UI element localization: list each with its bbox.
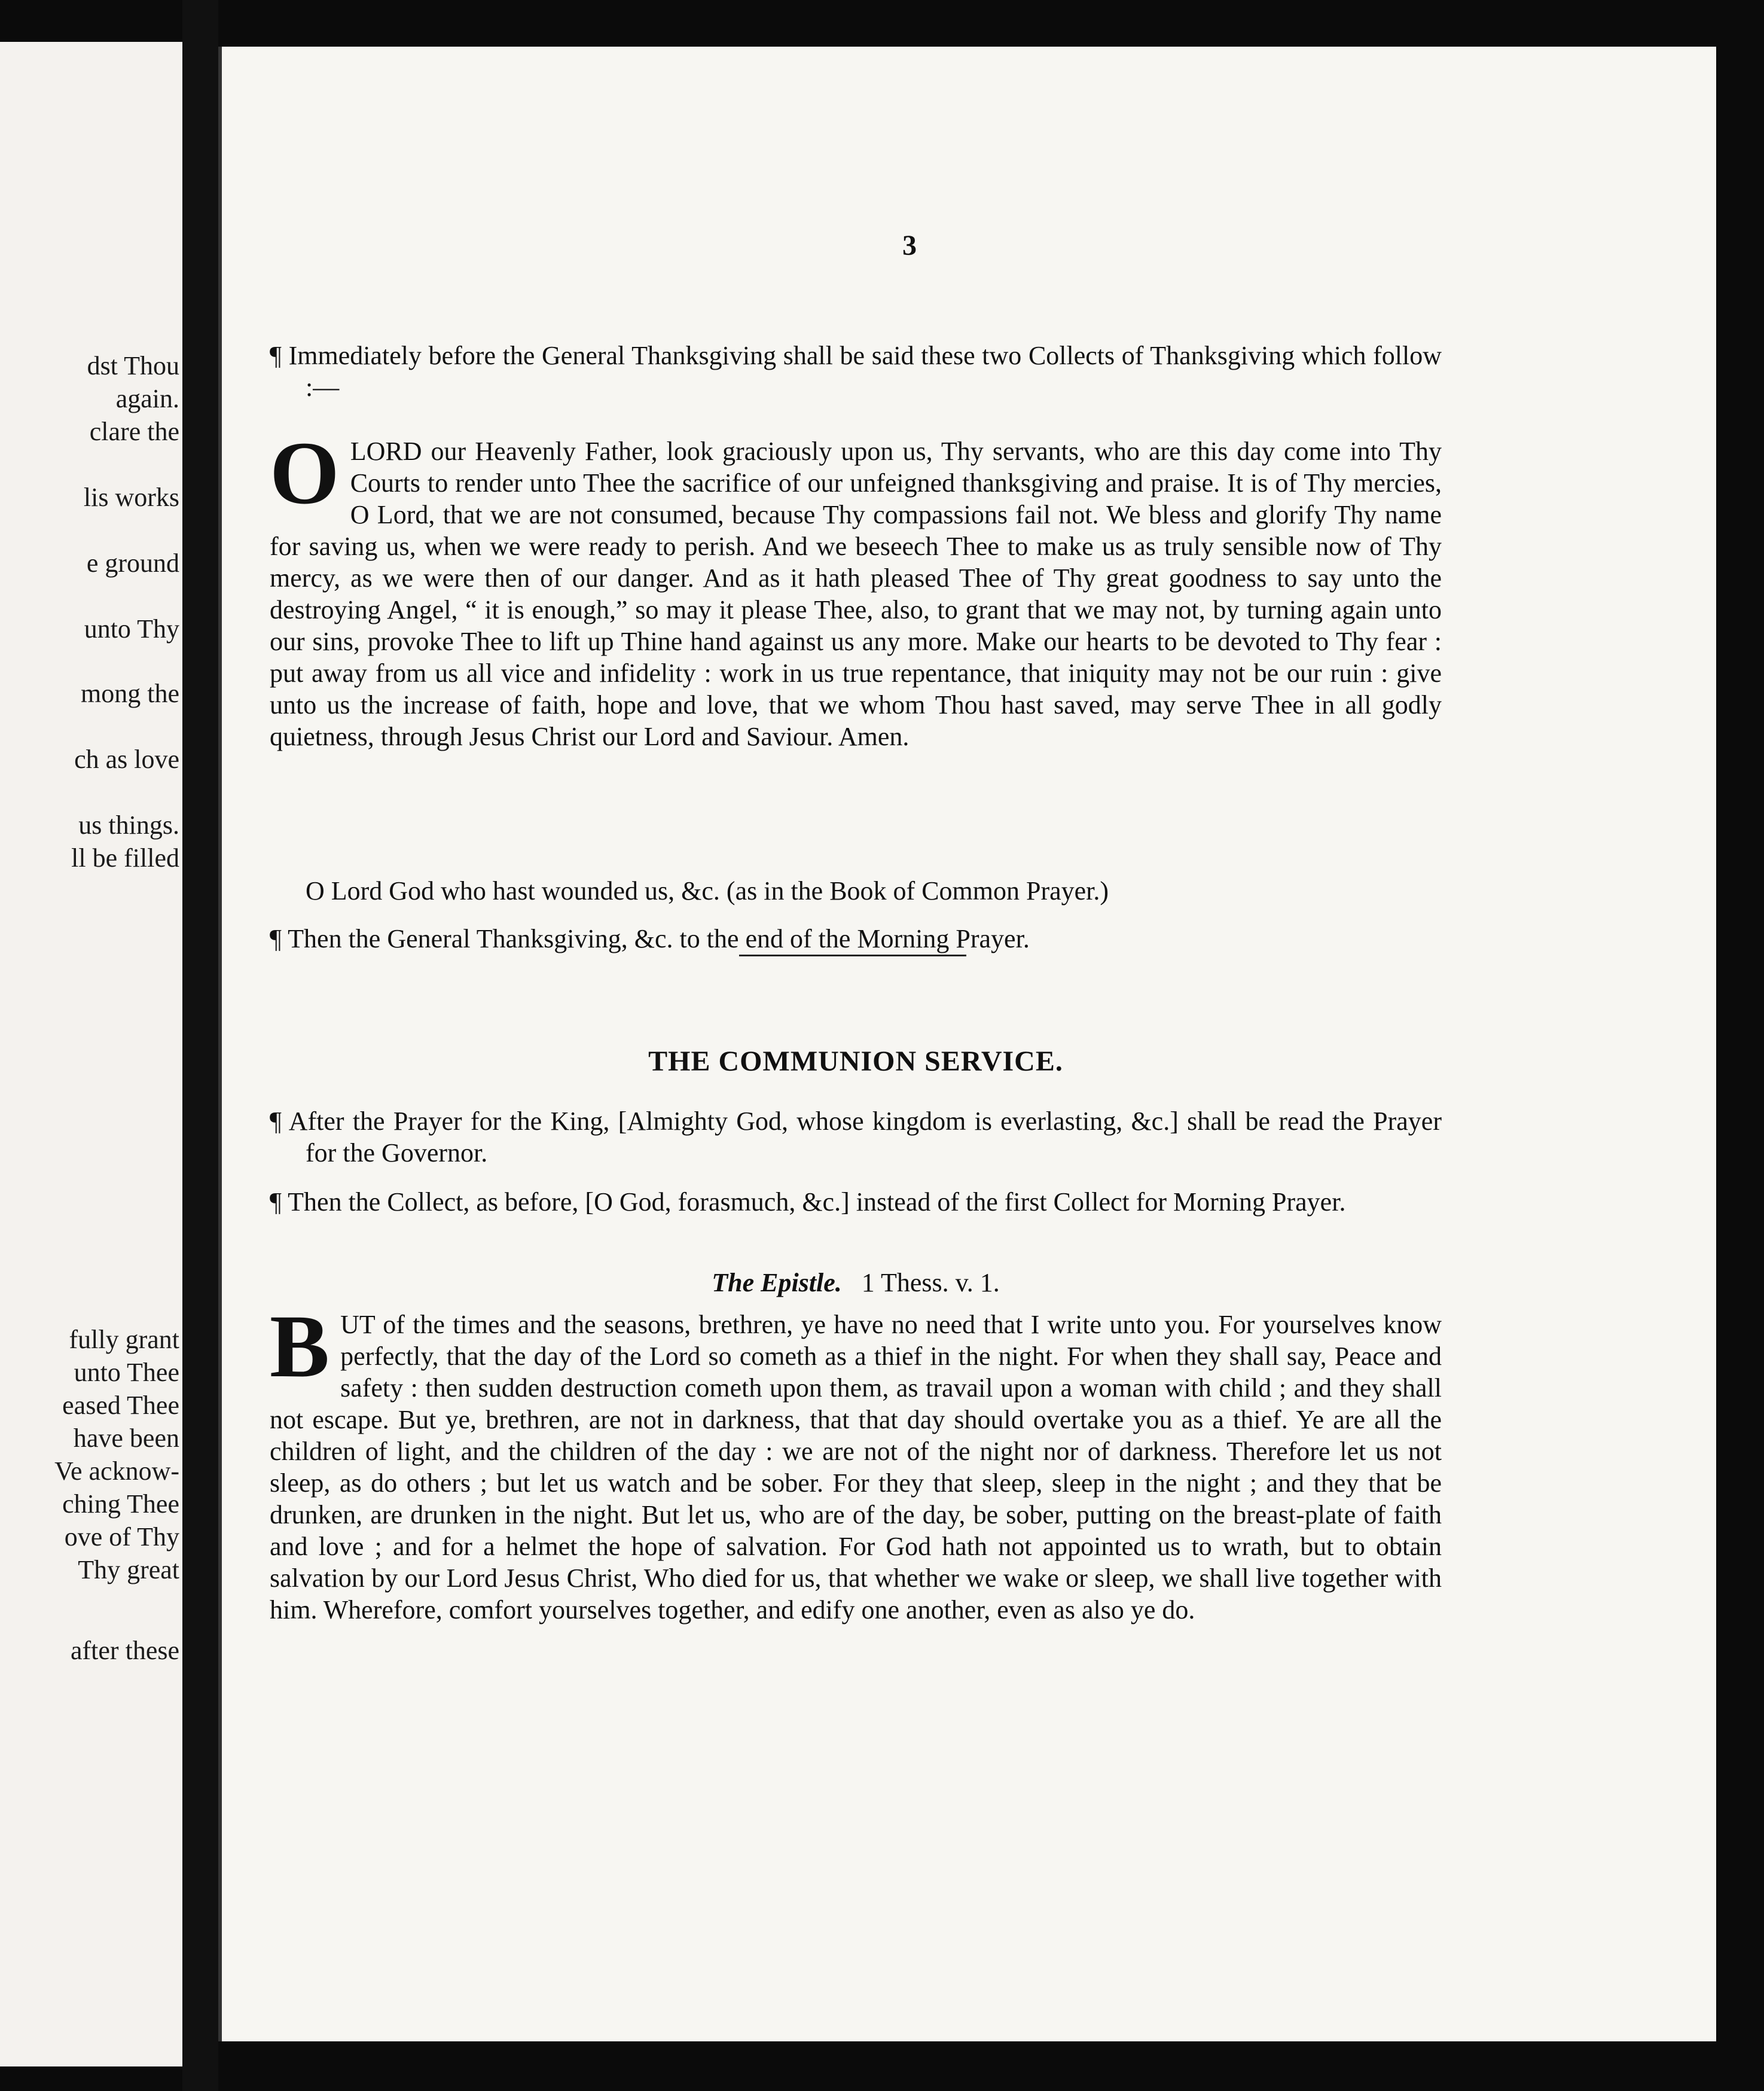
section-heading: THE COMMUNION SERVICE. xyxy=(648,1046,1063,1077)
left-fragment: again. xyxy=(115,384,179,413)
page xyxy=(218,47,1716,2041)
left-fragment: lis works xyxy=(83,483,179,512)
left-fragment: fully grant xyxy=(69,1325,179,1354)
rubric-prayer-for-governor xyxy=(270,1105,1442,1169)
pilcrow-mark: ¶ xyxy=(270,1187,282,1217)
left-fragment: ove of Thy xyxy=(64,1522,179,1552)
left-fragment: ch as love xyxy=(74,745,179,774)
section-divider xyxy=(739,955,966,956)
rubric-text: Immediately before the General Thanksgiving shall be said these two Collects of Thanksgiving which follow :— xyxy=(288,341,1442,402)
left-fragment: Thy great xyxy=(78,1555,179,1584)
rubric-text: After the Prayer for the King, [Almighty God, whose kingdom is everlasting, &c.] shall be read the Prayer for the Governor. xyxy=(288,1107,1442,1168)
epistle-heading xyxy=(270,1267,1442,1299)
rubric-before-thanksgiving xyxy=(270,340,1442,403)
rubric-collect xyxy=(270,1186,1442,1218)
left-fragment: ll be filled xyxy=(71,843,179,873)
pilcrow-mark: ¶ xyxy=(270,1107,282,1136)
left-fragment: unto Thy xyxy=(84,614,179,644)
left-fragment: ching Thee xyxy=(62,1489,179,1519)
epistle-label: The Epistle. xyxy=(712,1268,842,1297)
left-fragment: eased Thee xyxy=(62,1391,179,1420)
drop-cap: O xyxy=(270,423,340,523)
collect-of-thanksgiving xyxy=(270,423,1442,752)
book-gutter xyxy=(182,0,218,2091)
left-fragment: clare the xyxy=(89,417,179,446)
epistle-text: UT of the times and the seasons, brethren, ye have no need that I write unto you. For yourselves know perfectly, that the day of the Lord so cometh as a thief in the night. For when they shall say, Peace and safety : then sudden destruction cometh upon them, as travail upon a woman with child ; and they shall not escape. But ye, brethren, are not in darkness, that that day should overtake you as a thief. Ye are all the children of light, and the children of the day : we are not of the night nor of darkness. Therefore let us not sleep, as do others ; but let us watch and be sober. For they that sleep, sleep in the night ; and they that be drunken, are drunken in the night. But let us, who are of the day, be sober, putting on the breast-plate of faith and love ; and for a helmet the hope of salvation. For God hath not appointed us to wrath, but to obtain salvation by our Lord Jesus Christ, Who died for us, that whether we wake or sleep, we shall live together with him. Wherefore, comfort yourselves together, and edify one another, even as also ye do. xyxy=(270,1310,1442,1624)
rubric-text: Then the Collect, as before, [O God, forasmuch, &c.] instead of the first Collect for Morning Prayer. xyxy=(288,1187,1346,1217)
rubric-general-thanksgiving xyxy=(270,923,1442,955)
collect-text: LORD our Heavenly Father, look graciously upon us, Thy servants, who are this day come into Thy Courts to render unto Thee the sacrifice of our unfeigned thanksgiving and praise. It is of Thy mercies, O Lord, that we are not consumed, because Thy compassions fail not. We bless and glorify Thy name for saving us, when we were ready to perish. And we beseech Thee to make us as truly sensible now of Thy mercy, as we were then of our danger. And as it hath pleased Thee of Thy great goodness to say unto the destroying Angel, “ it is enough,” so may it please Thee, also, to grant that we may not, by turning again unto our sins, provoke Thee to lift up Thine hand against us any more. Make our hearts to be devoted to Thy fear : put away from us all vice and infidelity : work in us true repentance, that iniquity may not be our ruin : give unto us the increase of faith, hope and love, that we whom Thou hast saved, may serve Thee in all godly quietness, through Jesus Christ our Lord and Saviour. Amen. xyxy=(270,437,1442,751)
left-fragment: us things. xyxy=(78,810,179,840)
pilcrow-mark: ¶ xyxy=(270,341,282,370)
second-collect-line: O Lord God who hast wounded us, &c. (as in the Book of Common Prayer.) xyxy=(306,876,1109,906)
drop-cap: B xyxy=(270,1297,330,1396)
left-fragment: mong the xyxy=(81,679,179,708)
facing-page-fragment xyxy=(0,42,182,2066)
left-fragment: after these xyxy=(71,1636,179,1665)
left-fragment: have been xyxy=(73,1424,179,1453)
left-fragment: dst Thou xyxy=(87,351,179,380)
rubric-text: Then the General Thanksgiving, &c. to the end of the Morning Prayer. xyxy=(288,924,1030,953)
pilcrow-mark: ¶ xyxy=(270,924,282,953)
left-fragment: unto Thee xyxy=(74,1358,179,1387)
epistle-text-block xyxy=(270,1297,1442,1626)
epistle-reference: 1 Thess. v. 1. xyxy=(861,1268,1000,1297)
left-fragment: e ground xyxy=(86,548,179,578)
page-number: 3 xyxy=(902,230,917,261)
left-fragment: Ve acknow- xyxy=(54,1456,179,1486)
